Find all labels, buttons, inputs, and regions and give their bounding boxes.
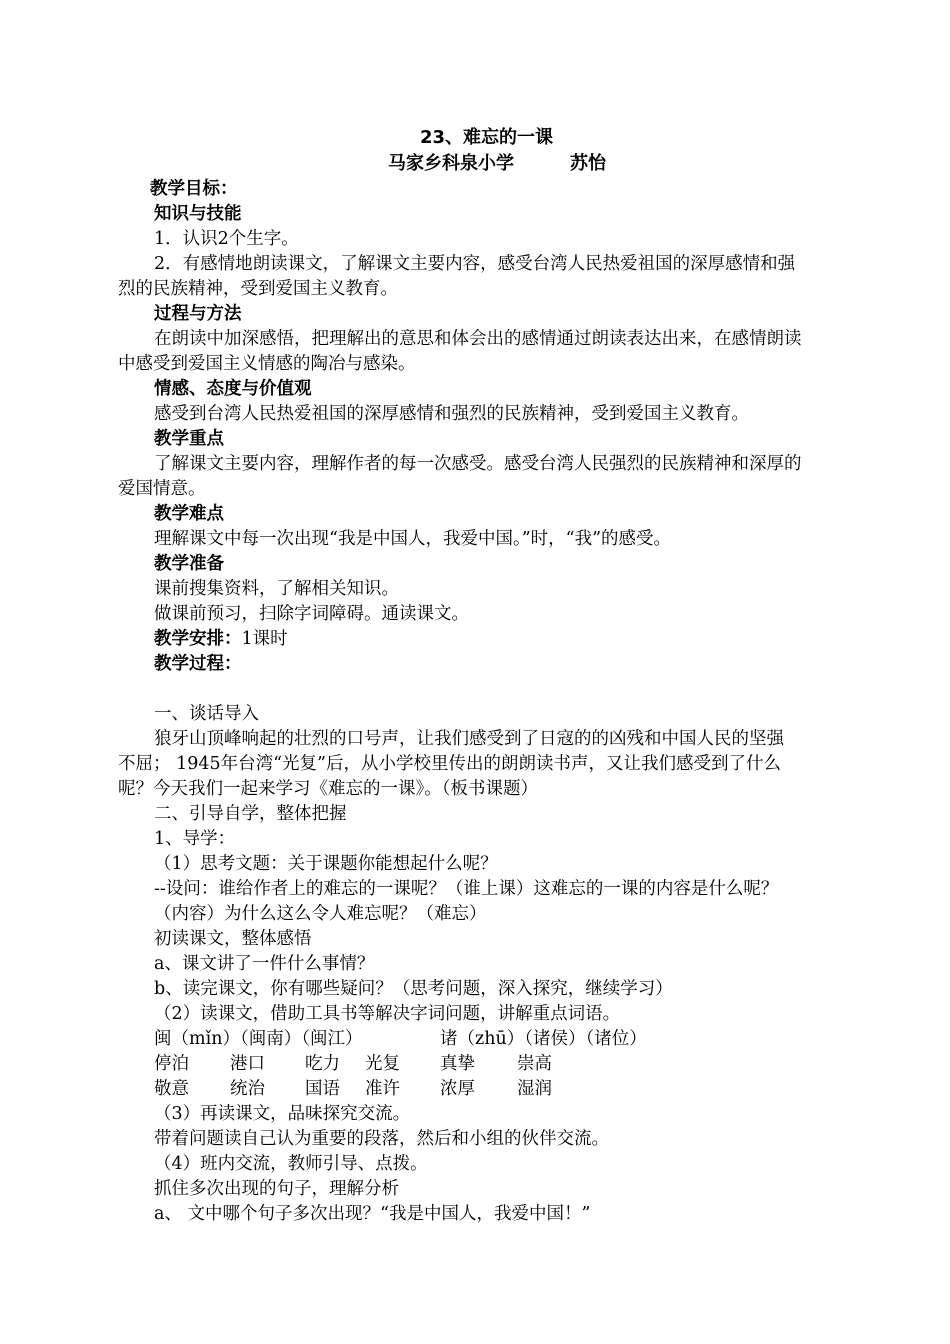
vocab-cell: 国语 [305, 1079, 340, 1099]
text-line: 不屈； 1945年台湾“光复”后，从小学校里传出的朗朗读书声，又让我们感受到了什么 [118, 754, 781, 774]
heading-difficulties: 教学难点 [154, 504, 224, 524]
text-line: 在朗读中加深感悟，把理解出的意思和体会出的感情通过朗读表达出来，在感情朗读 [154, 329, 802, 349]
text-line: （2）读课文，借助工具书等解决字词问题，讲解重点词语。 [154, 1004, 621, 1024]
vocab-cell: 浓厚 [440, 1079, 475, 1099]
vocab-cell: 光复 [365, 1054, 400, 1074]
text-line: 烈的民族精神，受到爱国主义教育。 [118, 279, 398, 299]
vocab-cell: 敬意 [154, 1079, 189, 1099]
heading-teaching-goals: 教学目标： [150, 179, 238, 199]
text-line: 狼牙山顶峰响起的壮烈的口号声，让我们感受到了日寇的的凶残和中国人民的坚强 [154, 729, 784, 749]
section-heading: 二、引导自学，整体把握 [154, 804, 347, 824]
vocab-cell: 诸（zhū）（诸侯）（诸位） [440, 1029, 647, 1049]
text-line: 感受到台湾人民热爱祖国的深厚感情和强烈的民族精神，受到爱国主义教育。 [154, 404, 749, 424]
text-line: 2．有感情地朗读课文，了解课文主要内容，感受台湾人民热爱祖国的深厚感情和强 [154, 254, 796, 274]
heading-process-methods: 过程与方法 [154, 304, 242, 324]
vocab-cell: 停泊 [154, 1054, 189, 1074]
vocab-cell: 闽（mǐn）（闽南）（闽江） [154, 1029, 363, 1049]
vocab-cell: 准许 [365, 1079, 400, 1099]
text-line: 了解课文主要内容，理解作者的每一次感受。感受台湾人民强烈的民族精神和深厚的 [154, 454, 802, 474]
vocab-cell: 吃力 [305, 1054, 340, 1074]
heading-process: 教学过程： [154, 654, 242, 674]
vocab-cell: 湿润 [517, 1079, 552, 1099]
text-line: 呢？今天我们一起来学习《难忘的一课》。（板书课题） [118, 779, 538, 799]
text-line: a、课文讲了一件什么事情？ [154, 954, 375, 974]
text-line: 抓住多次出现的句子，理解分析 [154, 1179, 399, 1199]
schedule-line [154, 627, 288, 652]
text-line: 理解课文中每一次出现“我是中国人，我爱中国。”时，“我”的感受。 [154, 529, 672, 549]
text-line: 课前搜集资料，了解相关知识。 [154, 579, 399, 599]
vocab-cell: 统治 [230, 1079, 265, 1099]
text-line: （3）再读课文，品味探究交流。 [154, 1104, 411, 1124]
schedule-value: 1课时 [241, 629, 288, 649]
vocab-cell: 崇高 [517, 1054, 552, 1074]
text-line: （4）班内交流，教师引导、点拨。 [154, 1154, 428, 1174]
heading-preparation: 教学准备 [154, 554, 224, 574]
document-title: 23、难忘的一课 [420, 127, 554, 148]
text-line: a、 文中哪个句子多次出现？“我是中国人，我爱中国！” [154, 1204, 591, 1224]
heading-emotion-values: 情感、态度与价值观 [154, 379, 312, 399]
text-line: b、读完课文，你有哪些疑问？（思考问题，深入探究，继续学习） [154, 979, 673, 999]
text-line: 做课前预习，扫除字词障碍。通读课文。 [154, 604, 469, 624]
text-line: 初读课文，整体感悟 [154, 929, 312, 949]
vocab-cell: 真挚 [440, 1054, 475, 1074]
heading-knowledge-skills: 知识与技能 [154, 204, 242, 224]
heading-key-points: 教学重点 [154, 429, 224, 449]
text-line: 带着问题读自己认为重要的段落，然后和小组的伙伴交流。 [154, 1129, 609, 1149]
text-line: --设问：谁给作者上的难忘的一课呢？（谁上课）这难忘的一课的内容是什么呢？ [154, 879, 779, 899]
text-line: 1．认识2个生字。 [154, 229, 299, 249]
vocab-cell: 港口 [230, 1054, 265, 1074]
author-name: 苏怡 [570, 153, 606, 174]
text-line: 爱国情意。 [118, 479, 206, 499]
section-heading: 一、谈话导入 [154, 704, 259, 724]
text-line: 中感受到爱国主义情感的陶冶与感染。 [118, 354, 416, 374]
text-line: 1、导学： [154, 829, 236, 849]
text-line: （1）思考文题：关于课题你能想起什么呢？ [154, 854, 498, 874]
text-line: （内容）为什么这么令人难忘呢？（难忘） [154, 904, 487, 924]
school-name: 马家乡科泉小学 [388, 153, 514, 174]
heading-schedule: 教学安排： [154, 629, 242, 649]
